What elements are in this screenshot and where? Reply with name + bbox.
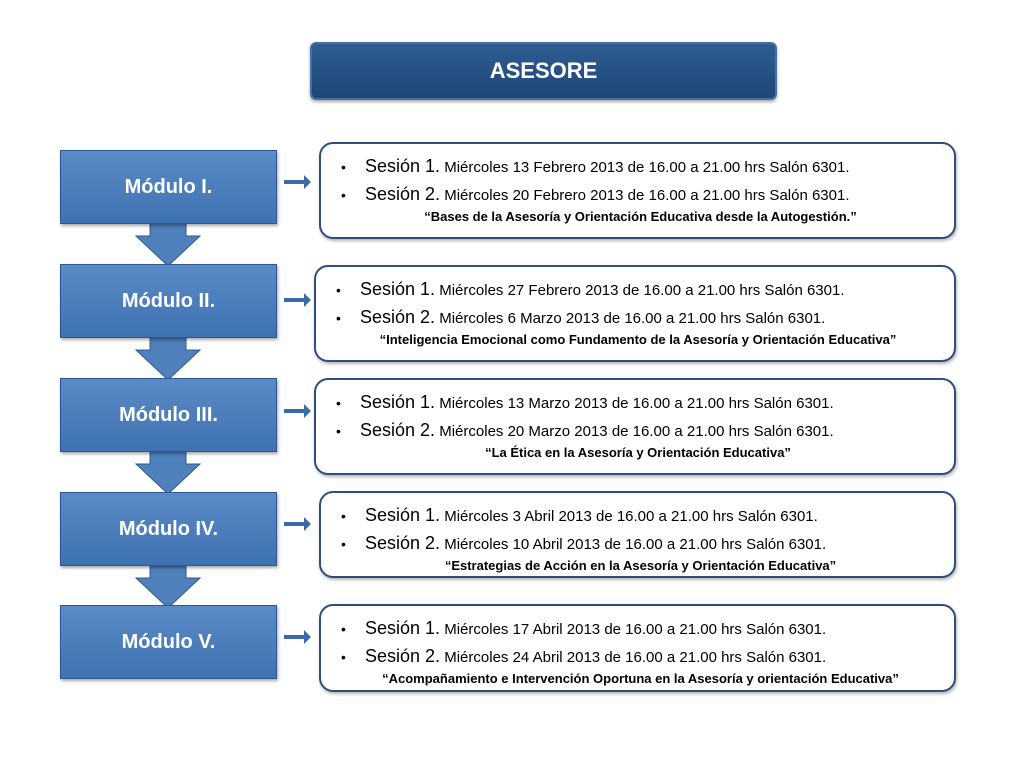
session-label: Sesión 1. <box>365 618 441 638</box>
module-topic: “Acompañamiento e Intervención Oportuna en la Asesoría y orientación Educativa” <box>382 671 899 686</box>
module-5-details <box>319 604 956 692</box>
session-detail: Miércoles 6 Marzo 2013 de 16.00 a 21.00 hrs Salón 6301. <box>439 310 826 327</box>
session-detail: Miércoles 20 Marzo 2013 de 16.00 a 21.00 hrs Salón 6301. <box>439 423 834 440</box>
right-arrow-1 <box>284 174 312 190</box>
session-detail: Miércoles 10 Abril 2013 de 16.00 a 21.00 hrs Salón 6301. <box>444 536 827 553</box>
session-detail: Miércoles 13 Marzo 2013 de 16.00 a 21.00 hrs Salón 6301. <box>439 395 834 412</box>
module-topic: “Inteligencia Emocional como Fundamento de la Asesoría y Orientación Educativa” <box>379 332 897 347</box>
session-label: Sesión 2. <box>365 184 441 204</box>
module-2-details <box>314 265 956 362</box>
session-line <box>332 417 944 445</box>
bullet: • <box>336 395 341 411</box>
bullet: • <box>341 508 346 524</box>
module-topic: “Bases de la Asesoría y Orientación Educativa desde la Autogestión.” <box>424 209 857 224</box>
session-line <box>337 181 944 209</box>
down-arrow-2-3 <box>120 336 216 382</box>
right-arrow-3 <box>284 403 312 419</box>
module-3-box: Módulo III. <box>60 378 277 452</box>
session-label: Sesión 2. <box>365 533 441 553</box>
bullet: • <box>336 282 341 298</box>
right-arrow-2 <box>284 292 312 308</box>
session-label: Sesión 1. <box>365 156 441 176</box>
session-detail: Miércoles 24 Abril 2013 de 16.00 a 21.00 hrs Salón 6301. <box>444 649 827 666</box>
session-label: Sesión 2. <box>360 307 436 327</box>
down-arrow-3-4 <box>120 450 216 496</box>
module-4-details <box>319 491 956 578</box>
session-detail: Miércoles 27 Febrero 2013 de 16.00 a 21.00 hrs Salón 6301. <box>439 282 845 299</box>
module-1-box: Módulo I. <box>60 150 277 224</box>
module-5-box: Módulo V. <box>60 605 277 679</box>
bullet: • <box>341 621 346 637</box>
session-line <box>332 304 944 332</box>
module-4-box: Módulo IV. <box>60 492 277 566</box>
right-arrow-4 <box>284 516 312 532</box>
module-topic: “La Ética en la Asesoría y Orientación Educativa” <box>485 445 791 460</box>
down-arrow-1-2 <box>120 222 216 268</box>
module-3-details <box>314 378 956 475</box>
session-label: Sesión 2. <box>365 646 441 666</box>
diagram-title: ASESORE <box>310 42 777 100</box>
session-label: Sesión 1. <box>365 505 441 525</box>
bullet: • <box>341 187 346 203</box>
session-detail: Miércoles 3 Abril 2013 de 16.00 a 21.00 hrs Salón 6301. <box>444 508 818 525</box>
bullet: • <box>336 423 341 439</box>
session-line <box>337 615 944 643</box>
session-line <box>332 389 944 417</box>
bullet: • <box>341 159 346 175</box>
down-arrow-4-5 <box>120 564 216 610</box>
session-detail: Miércoles 13 Febrero 2013 de 16.00 a 21.00 hrs Salón 6301. <box>444 159 850 176</box>
session-label: Sesión 1. <box>360 279 436 299</box>
session-line <box>337 530 944 558</box>
session-line <box>332 276 944 304</box>
bullet: • <box>341 649 346 665</box>
session-line <box>337 153 944 181</box>
module-topic: “Estrategias de Acción en la Asesoría y Orientación Educativa” <box>444 558 837 573</box>
bullet: • <box>341 536 346 552</box>
session-label: Sesión 1. <box>360 392 436 412</box>
session-detail: Miércoles 17 Abril 2013 de 16.00 a 21.00 hrs Salón 6301. <box>444 621 827 638</box>
session-label: Sesión 2. <box>360 420 436 440</box>
bullet: • <box>336 310 341 326</box>
session-line <box>337 643 944 671</box>
right-arrow-5 <box>284 629 312 645</box>
session-detail: Miércoles 20 Febrero 2013 de 16.00 a 21.00 hrs Salón 6301. <box>444 187 850 204</box>
session-line <box>337 502 944 530</box>
module-1-details <box>319 142 956 239</box>
module-2-box: Módulo II. <box>60 264 277 338</box>
